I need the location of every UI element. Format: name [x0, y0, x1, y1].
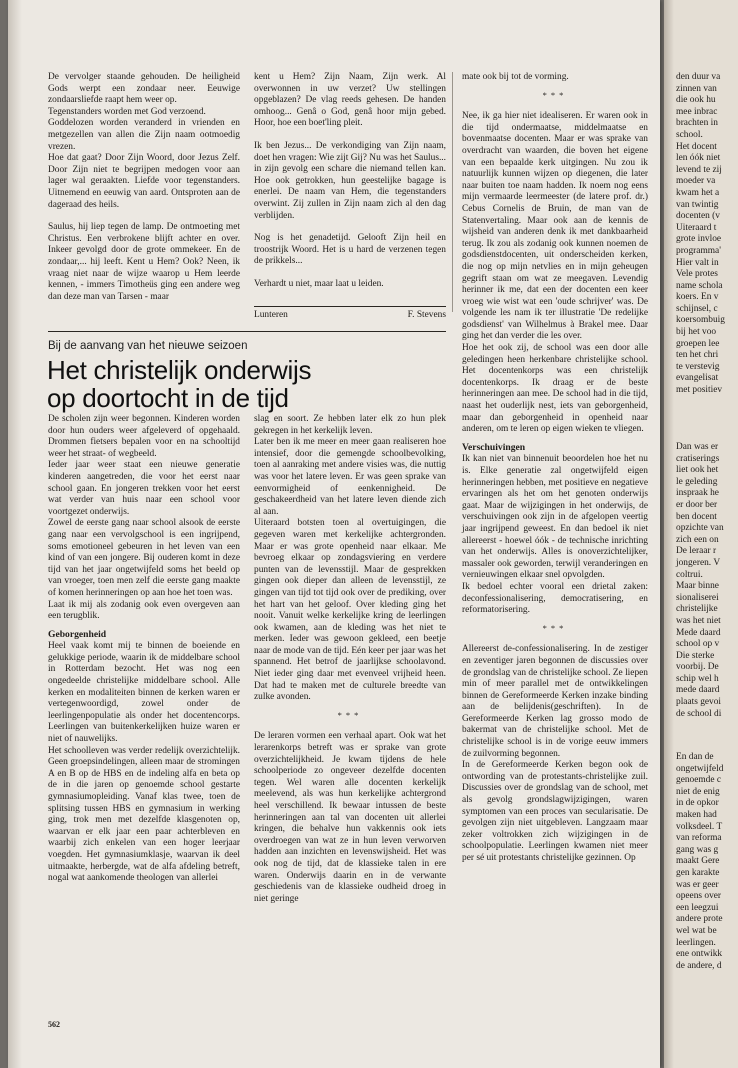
next-page-line: gen karakte: [676, 867, 720, 878]
next-page-line: moeder va: [676, 176, 716, 187]
next-page-line: Vele protes: [676, 269, 718, 280]
next-page-line: koersombuig: [676, 315, 725, 326]
next-page-line: andere prote: [676, 914, 723, 925]
paragraph: De leraren vormen een verhaal apart. Ook wat het lerarenkorps betreft was er sprake van grote overzichtelijkheid. Je kwam tijdens de hele schoolperiode zo ongeveer dezelfde docenten tegen. Wel waren alle docenten kerkelijk meelevend, als was hun kerkelijke achtergrond heel verschillend. Ik bewaar intussen de beste herinneringen aan tal van docenten uit allerlei kringen, die behalve hun vakkennis ook iets overdroegen van wat ze in hun leven verworven hadden aan inzichten en levenswijsheid. Het was ook nog de tijd, dat de klassieke talen in ere waren. Onderwijs daarin en in de verwante geschiedenis van de klassieke oudheid droeg in niet geringe: [254, 731, 446, 904]
paragraph: Ik kan niet van binnenuit beoordelen hoe het nu is. Elke generatie zal ongetwijfeld eigen herinneringen hebben, met positieve en negatieve ervaringen als het om het genoten onderwijs gaat. Maar de wijzigingen in het onderwijs, de verschuivingen ook zijn in de afgelopen veertig jaar ingrijpend geweest. En dan bedoel ik niet allereerst - hoewel óók - de technische inrichting van het onderwijs. Alles is onoverzichtelijker, massaler ook geworden, terwijl veranderingen en vernieuwingen elkaar snel opvolgden.: [462, 454, 648, 581]
next-page-line: christelijke: [676, 604, 718, 615]
next-page-line: le geleding: [676, 476, 718, 487]
paragraph: Ik ben Jezus... De verkondiging van Zijn naam, doet hen vragen: Wie zijt Gij? Nu was het Saulus... in zijn gevolg een schare die niemand tellen kan. Hoe ook getrokken, hun geestelijke bagage is enerlei. De naam van Hem, die tegenstanders overwint. Zij zullen in Zijn naam zich al den dag verblijden.: [254, 140, 446, 221]
next-page-line: van reforma: [676, 833, 722, 844]
section-stars: ***: [542, 89, 568, 100]
next-page-line: maakt Gere: [676, 856, 720, 867]
next-page-line: ten het chri: [676, 350, 719, 361]
next-page-line: coltrui.: [676, 569, 703, 580]
section-stars: ***: [337, 709, 363, 720]
next-page-line: met positiev: [676, 385, 723, 396]
page-edge-shadow: [8, 0, 22, 1068]
paragraph: Hoe het ook zij, de school was een door alle geledingen heen herkenbare christelijke school. Het docentenkorps was een christelijk docentenkorps. Ik draag er de beste herinneringen aan mee. De school had in die tijd, naast het ouderlijk nest, iets van geborgenheid, maar dan geborgenheid in openheid naar anderen, om te leren op eigen wieken te vliegen.: [462, 343, 648, 435]
next-page-line: Die sterke: [676, 650, 715, 661]
next-page-line: zinnen van: [676, 83, 717, 94]
paragraph: Nog is het genadetijd. Gelooft Zijn heil en troostrijk Woord. Het is u hard de verzenen tegen de prikkels...: [254, 233, 446, 267]
headline-line-1: Het christelijk onderwijs: [47, 355, 312, 385]
next-page-column-fragment-2: [676, 442, 738, 720]
next-page-line: docenten (v: [676, 211, 720, 222]
paragraph: In de Gereformeerde Kerken begon ook de ontwording van de protestants-christelijke zuil. Discussies over de grondslag van de school, met als gevolg grondslagwijzigingen, waren symptomen van een proces van secularisatie. De gevolgen zijn niet uitgebleven. Langzaam maar zeker voltrokken zich wijzigingen in de schoolpopulatie. Leerlingen kwamen niet meer per sé uit protestants christelijke gezinnen. Op: [462, 760, 648, 863]
next-page-line: te verstevig: [676, 361, 720, 372]
top-middle-column: [254, 72, 446, 291]
signature-author: F. Stevens: [407, 310, 446, 320]
next-page-line: plaats gevoi: [676, 697, 722, 708]
next-page-line: Mede daard: [676, 627, 721, 638]
headline-line-2: op doortocht in de tijd: [47, 383, 289, 413]
next-page-line: zich een on: [676, 534, 719, 545]
next-page-line: een leegzui: [676, 902, 719, 913]
top-left-column: [48, 72, 240, 303]
paragraph: De scholen zijn weer begonnen. Kinderen worden door hun ouders weer afgeleverd of opgehaald. Drommen fietsers bepalen voor en na schooltijd weer het straat- of wegbeeld.: [48, 414, 240, 459]
next-page-line: programma': [676, 245, 721, 256]
paragraph: Nee, ik ga hier niet idealiseren. Er waren ook in die tijd ondermaatse, middelmaatse en bovenmaatse docenten. Maar er was sprake van overdracht van waarden, die boven het eigene van een bepaalde kerk uitgingen. Nu zou ik natuurlijk kunnen wijzen op diegenen, die later naar buiten toe naam hadden. Ik noem nog eens mijn vermaarde leermeester (de latere prof. dr.) Cebus Cornelis de Bruin, de man van de Statenvertaling. Maar ook aan de kennis de wijsheid van anderen denk ik met dankbaarheid terug. Ik zou als zodanig ook kunnen noemen de godsdienstdocenten, uit onderscheiden kerken, die nog op mijn netvlies en in mijn geheugen gegrift staan om wat ze meegaven. Levendig herinner ik me, dat een der docenten een keer vroeg wie wist wat een 'oude schrijver' was. De volgende les nam ik ter illustratie 'De redelijke godsdienst' van Wilhelmus à Brakel mee. Daar ging het dan verder die les over.: [462, 111, 648, 342]
section-heading-verschuivingen: Verschuivingen: [462, 441, 526, 453]
signature-place: Lunteren: [254, 310, 288, 320]
next-page-line: mee inbrac: [676, 106, 718, 117]
next-page-line: ongetwijfeld: [676, 763, 724, 774]
next-page-line: En dan de: [676, 752, 714, 762]
article-kicker: Bij de aanvang van het nieuwe seizoen: [48, 340, 248, 352]
next-page-line: genoemde c: [676, 775, 722, 786]
next-page-line: school.: [676, 129, 703, 140]
paragraph: Laat ik mij als zodanig ook even overgeven aan een terugblik.: [48, 599, 240, 622]
paragraph: kent u Hem? Zijn Naam, Zijn werk. Al overwonnen in uw verzet? Uw stellingen opgeblazen? De vlag reeds gehesen. De handen omhoog... Genâ o God, genâ hoor mijn gebed. Hoor, hoe een boet'ling pleit.: [254, 72, 446, 129]
paragraph: De vervolger staande gehouden. De heiligheid Gods werpt een zondaar neer. Eeuwige zondaarsliefde raapt hem weer op.: [48, 72, 240, 106]
next-page-line: opeens over: [676, 891, 722, 902]
next-page-line: volksdeel. T: [676, 821, 723, 832]
next-page-line: leerlingen.: [676, 937, 716, 948]
next-page-line: Hier valt in: [676, 257, 719, 268]
paragraph: Uiteraard botsten toen al overtuigingen, die gegeven waren met kerkelijke achtergronden. Maar er was grote openheid naar elkaar. Me bevroeg elkaar op zondagsviering en verdere punten van de levensstijl. Maar de gesprekken gingen ook dieper dan alleen de levensstijl, ze gingen van tijd tot tijd ook over de prediking, over het hart van het geloof. Over kleding ging het nooit. Vanuit welke kerkelijke kring de leerlingen ook kwamen, aan de kleding was het niet te merken. Ieder was gewoon gekleed, een beetje naar de mode van de tijd. Eén keer per jaar was het spannend. Het betrof de jaarlijkse schoolavond. Niet ieder ging daar met evenveel vrijheid heen. Dat had te maken met de culturele breedte van zulke avonden.: [254, 518, 446, 703]
next-page-line: cratiserings: [676, 453, 720, 464]
paragraph: Allereerst de-confessionalisering. In de zestiger en zeventiger jaren begonnen de discussies over de grondslag van de christelijke school. Ze liepen min of meer parallel met de ontwikkelingen binnen de Gereformeerde Kerken inzake binding aan de belijdenis(geschriften). In de Gereformeerde Kerken lag grosso modo de bakermat van de christelijke school. Met de christelijke school is in de vorige eeuw immers de zuilvorming begonnen.: [462, 644, 648, 759]
paragraph: Verhardt u niet, maar laat u leiden.: [254, 278, 384, 289]
next-page-line: sionaliserei: [676, 592, 719, 603]
next-page-line: opzichte van: [676, 523, 724, 534]
article-column-2: [254, 414, 446, 905]
next-page-line: de andere, d: [676, 960, 722, 971]
next-page-line: levend te zij: [676, 164, 722, 175]
page-number: 562: [48, 1020, 60, 1029]
article-column-1: [48, 414, 240, 885]
signature-rule: [254, 306, 446, 307]
next-page-line: bij het voo: [676, 327, 717, 338]
next-page-line: den duur va: [676, 72, 721, 82]
paragraph: Heel vaak komt mij te binnen de boeiende en gelukkige periode, waarin ik de middelbare school in Rotterdam bezocht. Het was nog een ongedeelde christelijke middelbare school. Alle kerken en modaliteiten binnen de kerken waren er vertegenwoordigd, zowel onder de leerlingenpopulatie als onder het docentencorps. Leerlingen van buitenkerkelijken huize waren er niet of nauwelijks.: [48, 641, 240, 745]
next-page-line: Het docent: [676, 141, 717, 152]
next-page-line: De leraar r: [676, 546, 717, 557]
magazine-page: [8, 0, 660, 1068]
article-headline: [47, 356, 487, 412]
next-page-line: gang was g: [676, 844, 719, 855]
next-page-line: len óók niet: [676, 153, 721, 164]
column-divider: [452, 72, 453, 312]
next-page-gutter: [664, 0, 674, 1068]
next-page-line: mede daard: [676, 685, 720, 696]
next-page-line: schijnsel, c: [676, 303, 718, 314]
next-page-line: liet ook het: [676, 465, 719, 476]
next-page-line: groepen lee: [676, 338, 720, 349]
paragraph: Hoe dat gaat? Door Zijn Woord, door Jezus Zelf. Door Zijn niet te begrijpen medogen voor aan lager wal geraakten. Liefde voor tegenstanders. Uitnemend en eeuwig van aard. Ontsproten aan de dageraad des heils.: [48, 153, 240, 210]
next-page-line: school op v: [676, 639, 720, 650]
next-page-line: wel wat be: [676, 925, 717, 936]
next-page-line: grote invloe: [676, 234, 722, 245]
next-page-line: koers. En v: [676, 292, 719, 303]
article-column-3: [462, 72, 648, 865]
paragraph: slag en soort. Ze hebben later elk zo hun plek gekregen in het kerkelijk leven.: [254, 414, 446, 436]
next-page-line: Maar binne: [676, 581, 719, 592]
signature-line: [254, 310, 446, 320]
paragraph: Goddelozen worden veranderd in vrienden en metgezellen van allen die Zijn naam ootmoedig vrezen.: [48, 118, 240, 152]
next-page-line: name schola: [676, 280, 723, 291]
next-page-line: de school di: [676, 708, 722, 719]
paragraph: Zowel de eerste gang naar school alsook de eerste gang naar een vervolgschool is een ingrijpend, soms emotioneel gebeuren in het leven van een kind of van een jongere. Bij ouderen komt in deze tijd van het jaar ongetwijfeld soms het beeld op van vroeger, toen men zelf die eerste gang maakte of komen herinneringen op aan hoe het toen was.: [48, 518, 240, 598]
next-page-line: niet de enig: [676, 786, 720, 797]
next-page-line: evangelisat: [676, 373, 719, 384]
next-page-line: er door ber: [676, 499, 718, 510]
next-page-line: kwam het a: [676, 187, 720, 198]
next-page-line: was het niet: [676, 615, 721, 626]
next-page-line: schip wel h: [676, 673, 719, 684]
next-page-line: van twintig: [676, 199, 719, 210]
section-divider: [48, 331, 446, 332]
next-page-line: voorbij. De: [676, 662, 719, 673]
paragraph: Ik bedoel echter vooral een drietal zaken: deconfessionalisering, democratisering, en reformatorisering.: [462, 581, 648, 616]
paragraph: Saulus, hij liep tegen de lamp. De ontmoeting met Christus. Een verbrokene blijft achter en over. Inkeer gevolgd door de grote ommekeer. En de zondaar,... hij leeft. Kent u Hem? Ook? Neen, ik vraag niet naar de wijze waarop u Hem leerde kennen, - immers Timotheüs ging een andere weg dan deze man van Tarsen - maar: [48, 222, 240, 302]
next-page-line: jongeren. V: [676, 557, 721, 568]
next-page-line: Dan was er: [676, 442, 719, 452]
next-page-line: in de opkor: [676, 798, 719, 809]
next-page-line: inspraak he: [676, 488, 719, 499]
next-page-line: Uiteraard t: [676, 222, 717, 233]
paragraph: Ieder jaar weer staat een nieuwe generatie kinderen aangetreden, die voor het eerst naar school gaan. En jongeren trekken voor het eerst wat verder van huis naar een school voor voortgezet onderwijs.: [48, 460, 240, 517]
next-page-column-fragment-1: [676, 72, 738, 397]
next-page-line: brachten in: [676, 118, 718, 129]
paragraph: Later ben ik me meer en meer gaan realiseren hoe intensief, door die gemengde schoolbevolking, toen al aanraking met andere visies was, die nuttig was voor het latere leven. Er was geen sprake van eenvormigheid of eenkennigheid. De geschakeerdheid van het latere leven diende zich al aan.: [254, 437, 446, 517]
next-page-column-fragment-3: [676, 752, 738, 972]
next-page-line: die ook hu: [676, 95, 716, 106]
next-page-line: ben docent: [676, 511, 717, 522]
paragraph: Tegenstanders worden met God verzoend.: [48, 106, 206, 117]
paragraph: mate ook bij tot de vorming.: [462, 72, 569, 82]
next-page-line: ene ontwikk: [676, 949, 723, 960]
next-page-line: was er geer: [676, 879, 719, 890]
next-page-line: maken had: [676, 809, 717, 820]
paragraph: Het schoolleven was verder redelijk overzichtelijk. Geen groepsindelingen, alleen maar de stromingen A en B op de HBS en de indeling alfa en beta op de in die jaren op genoemde school gestarte gymnasiumopleiding. Vanaf klas twee, toen de splitsing tussen HBS en gymnasium in werking ging, trok men met dezelfde klasgenoten op, waarvan er elk jaar een paar achterbleven en waarbij zich enkelen van een hoger leerjaar voegden. Het gymnasiumklasje, waarvan ik deel uitmaakte, herbergde, wat de alfa afdeling betreft, nogal wat aankomende theologen van allerlei: [48, 745, 240, 884]
section-stars: ***: [542, 622, 568, 633]
section-heading-geborgenheid: Geborgenheid: [48, 628, 107, 640]
